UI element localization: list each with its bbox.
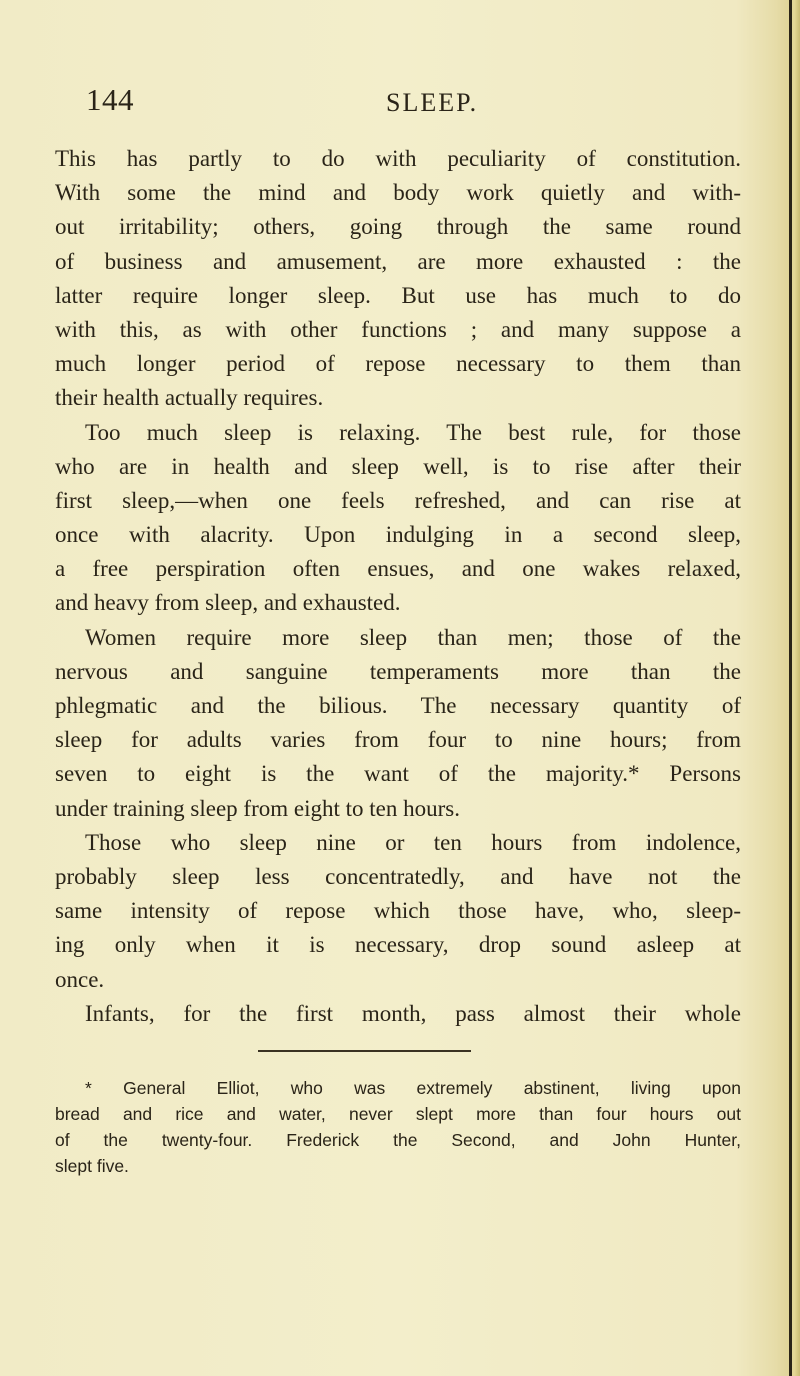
text-line: once. xyxy=(55,966,105,992)
text-line: nervous and sanguine temperaments more than the xyxy=(55,658,741,684)
body-text xyxy=(55,142,741,1031)
text-line: Those who sleep nine or ten hours from indolence, xyxy=(85,829,741,855)
text-line: seven to eight is the want of the majority.* Persons xyxy=(55,761,741,787)
page-edge-line xyxy=(789,0,792,1376)
text-line: who are in health and sleep well, is to rise after their xyxy=(55,453,741,479)
text-line: phlegmatic and the bilious. The necessary quantity of xyxy=(55,693,741,718)
text-line: sleep for adults varies from four to nine hours; from xyxy=(55,727,741,753)
text-line: of business and amusement, are more exhausted : the xyxy=(55,248,741,274)
footnote-line: of the twenty-four. Frederick the Second, and John Hunter, xyxy=(55,1130,741,1150)
text-line: their health actually requires. xyxy=(55,385,324,411)
footnote-line: slept five. xyxy=(55,1156,129,1176)
text-line: and heavy from sleep, and exhausted. xyxy=(55,590,401,616)
footnote-line: * General Elliot, who was extremely abstinent, living upon xyxy=(85,1078,741,1098)
text-line: a free perspiration often ensues, and one wakes relaxed, xyxy=(55,556,741,582)
footnote-divider xyxy=(258,1050,471,1052)
text-line: Women require more sleep than men; those of the xyxy=(85,624,741,650)
footnote xyxy=(55,1075,741,1179)
page-number: 144 xyxy=(86,82,134,117)
text-line: probably sleep less concentratedly, and have not the xyxy=(55,863,741,889)
footnote-line: bread and rice and water, never slept more than four hours out xyxy=(55,1104,741,1124)
text-line: out irritability; others, going through the same round xyxy=(55,214,741,240)
text-line: once with alacrity. Upon indulging in a second sleep, xyxy=(55,522,741,548)
text-line: Infants, for the first month, pass almost their whole xyxy=(85,1000,741,1026)
text-line: Too much sleep is relaxing. The best rule, for those xyxy=(85,419,741,445)
text-line: first sleep,—when one feels refreshed, and can rise at xyxy=(55,487,741,513)
text-line: latter require longer sleep. But use has much to do xyxy=(55,282,741,308)
text-line: ing only when it is necessary, drop sound asleep at xyxy=(55,932,741,958)
text-line: This has partly to do with peculiarity of constitution. xyxy=(55,146,741,171)
running-title: SLEEP. xyxy=(386,88,479,117)
page-header xyxy=(86,82,766,122)
text-line: under training sleep from eight to ten hours. xyxy=(55,795,460,821)
text-line: much longer period of repose necessary to them than xyxy=(55,351,741,377)
text-line: with this, as with other functions ; and many suppose a xyxy=(55,316,741,342)
text-line: With some the mind and body work quietly and with- xyxy=(55,180,741,206)
text-line: same intensity of repose which those have, who, sleep- xyxy=(55,898,741,924)
